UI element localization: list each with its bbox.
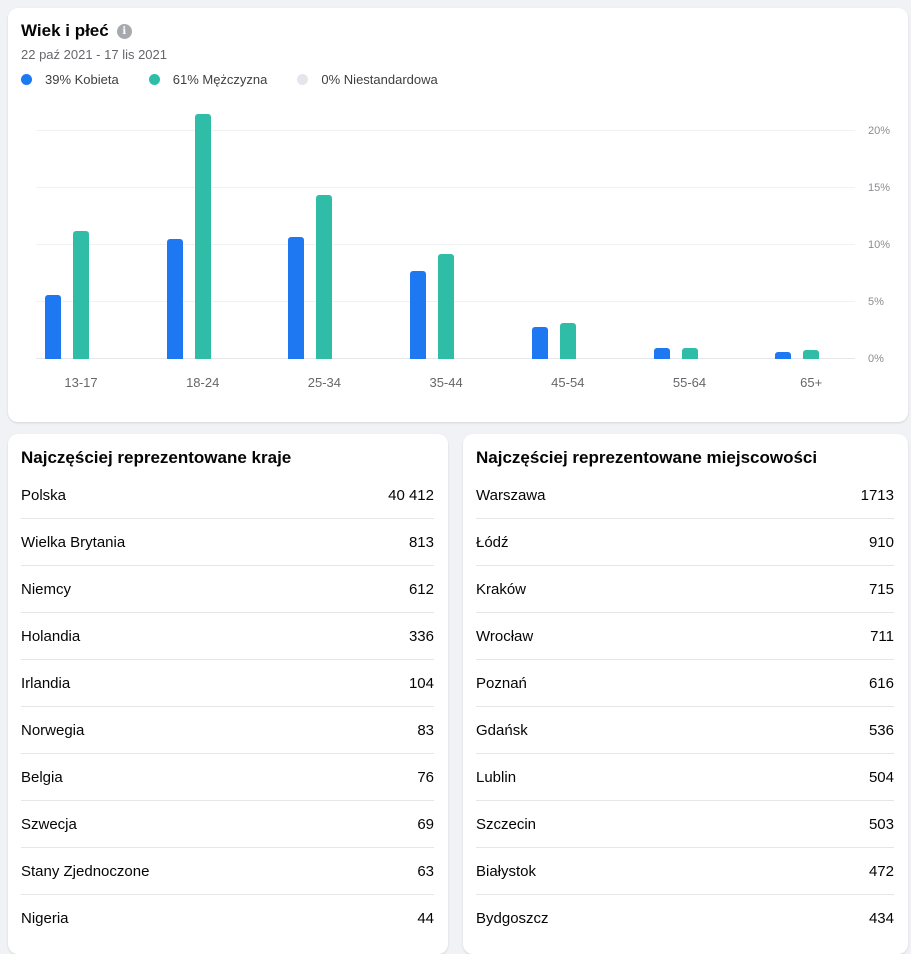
chart-header [8,8,908,87]
y-axis-tick: 0% [868,353,884,365]
row-value: 504 [868,768,894,786]
bar-group [45,112,98,390]
cities-title: Najczęściej reprezentowane miejscowości [476,448,818,467]
top-countries-card [8,434,448,954]
x-axis-label: 25-34 [307,375,342,390]
row-label: Lublin [476,768,517,786]
x-axis-label: 65+ [800,375,823,390]
list-row [476,566,894,613]
list-row [476,848,894,895]
row-value: 910 [868,533,894,551]
bar-mężczyzna[interactable] [195,114,211,359]
row-label: Wielka Brytania [21,533,126,551]
row-label: Stany Zjednoczone [21,862,150,880]
row-value: 40 412 [388,486,434,504]
row-label: Nigeria [21,909,69,927]
y-axis-tick: 20% [868,125,891,137]
row-value: 76 [417,768,434,786]
legend-dot-icon [149,74,160,85]
list-row [476,660,894,707]
row-value: 44 [417,909,434,927]
row-value: 104 [408,674,434,692]
row-label: Gdańsk [476,721,528,739]
row-value: 536 [868,721,894,739]
y-axis-tick: 15% [868,182,891,194]
x-axis-label: 35-44 [429,375,463,390]
row-label: Szwecja [21,815,77,833]
row-label: Niemcy [21,580,72,598]
bar-kobieta[interactable] [167,239,183,359]
bar-group [167,112,220,390]
legend-item [297,72,437,87]
list-row [21,660,434,707]
bar-mężczyzna[interactable] [438,254,454,359]
row-value: 69 [417,815,434,833]
bar-group [654,112,707,390]
row-value: 715 [868,580,894,598]
row-label: Irlandia [21,674,71,692]
countries-title: Najczęściej reprezentowane kraje [21,448,292,467]
bar-group [775,112,823,390]
legend-label: 61% Mężczyzna [172,72,268,87]
legend-label: 39% Kobieta [45,72,119,87]
bar-mężczyzna[interactable] [316,195,332,359]
top-cities-card [463,434,908,954]
row-value: 336 [408,627,434,645]
list-row [476,895,894,941]
y-axis-tick: 5% [868,296,884,308]
legend-item [149,72,268,87]
row-label: Łódź [476,533,509,551]
row-value: 711 [870,627,894,645]
list-row [476,519,894,566]
cities-list [463,472,908,941]
row-value: 63 [417,862,434,880]
list-row [476,801,894,848]
chart-title: Wiek i płeć [21,21,109,40]
row-label: Szczecin [476,815,537,833]
bar-mężczyzna[interactable] [682,348,698,359]
list-row [476,613,894,660]
bar-mężczyzna[interactable] [73,231,89,359]
row-value: 612 [408,580,434,598]
list-row [21,566,434,613]
bar-kobieta[interactable] [532,327,548,359]
list-row [21,613,434,660]
row-label: Holandia [21,627,81,645]
bar-kobieta[interactable] [775,352,791,359]
bar-group [410,112,463,390]
row-label: Warszawa [476,486,546,504]
row-value: 1713 [860,486,894,504]
x-axis-label: 55-64 [672,375,707,390]
legend-label: 0% Niestandardowa [321,72,438,87]
bar-group [532,112,585,390]
list-row [21,848,434,895]
row-label: Kraków [476,580,527,598]
bar-mężczyzna[interactable] [560,323,576,359]
row-value: 472 [868,862,894,880]
row-label: Polska [21,486,67,504]
list-row [476,707,894,754]
bar-kobieta[interactable] [410,271,426,359]
row-value: 813 [408,533,434,551]
x-axis-label: 13-17 [64,375,98,390]
legend-item [21,72,119,87]
bar-kobieta[interactable] [288,237,304,359]
countries-list [8,472,448,941]
row-label: Wrocław [476,627,534,645]
row-value: 434 [868,909,894,927]
age-gender-card [8,8,908,422]
y-axis-tick: 10% [868,239,891,251]
row-value: 83 [417,721,434,739]
list-row [21,472,434,519]
bar-kobieta[interactable] [654,348,670,359]
row-label: Belgia [21,768,63,786]
bar-group [288,112,342,390]
list-row [21,895,434,941]
list-row [21,707,434,754]
row-label: Białystok [476,862,537,880]
legend [21,72,894,87]
list-row [21,801,434,848]
row-label: Poznań [476,674,527,692]
x-axis-label: 45-54 [551,375,585,390]
list-row [476,754,894,801]
row-value: 503 [868,815,894,833]
info-icon[interactable]: i [117,24,132,39]
list-row [21,519,434,566]
bar-chart-plot [36,112,891,390]
date-range: 22 paź 2021 - 17 lis 2021 [21,47,167,62]
row-value: 616 [868,674,894,692]
row-label: Norwegia [21,721,85,739]
bar-mężczyzna[interactable] [803,350,819,359]
list-row [476,472,894,519]
list-row [21,754,434,801]
legend-dot-icon [21,74,32,85]
legend-dot-icon [297,74,308,85]
row-label: Bydgoszcz [476,909,549,927]
x-axis-label: 18-24 [186,375,220,390]
bar-kobieta[interactable] [45,295,61,359]
